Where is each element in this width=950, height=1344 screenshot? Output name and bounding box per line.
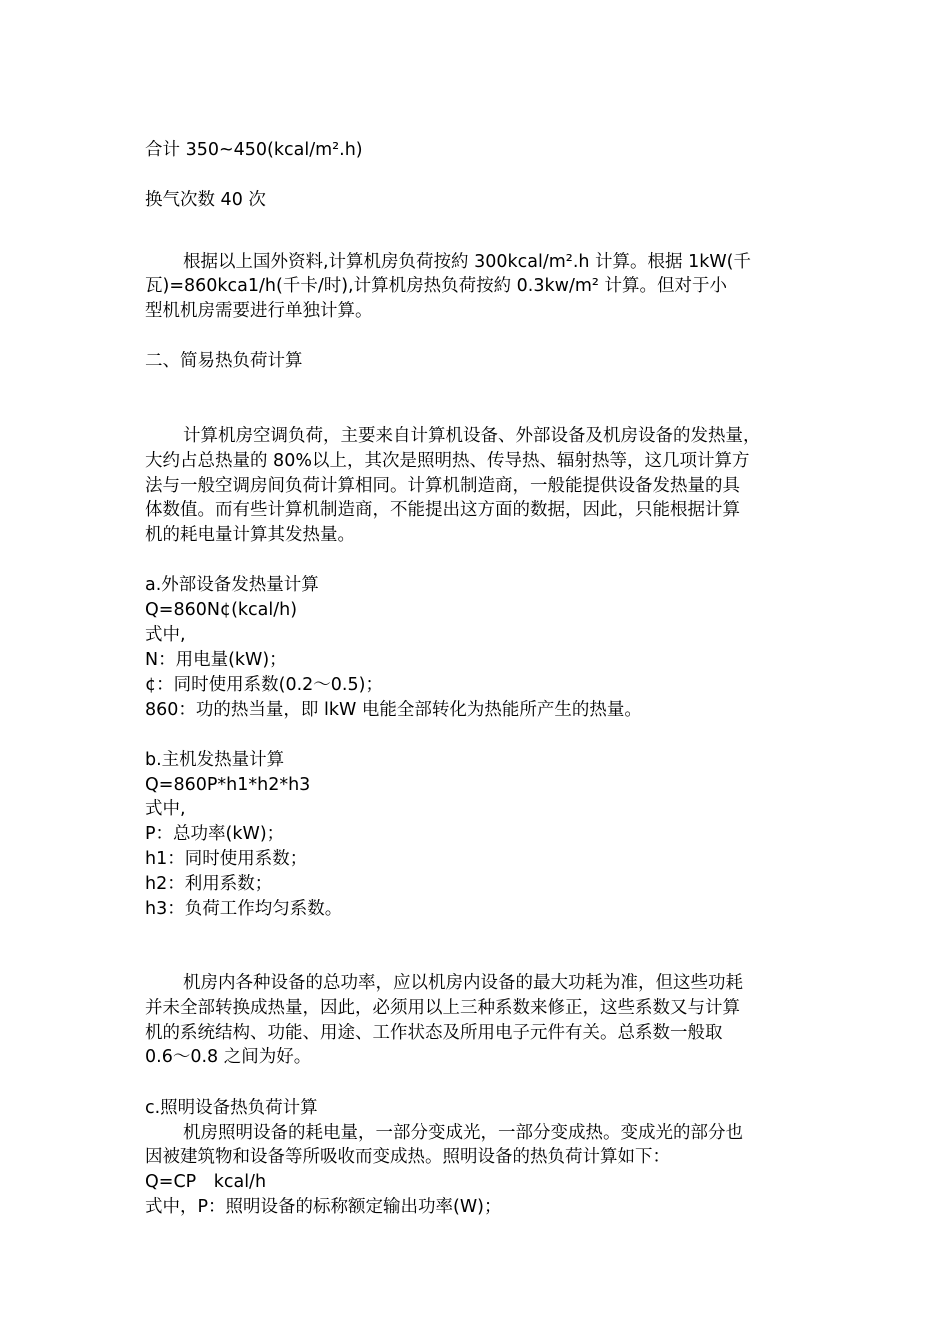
section-c-para-line-1: 机房照明设备的耗电量，一部分变成光，一部分变成热。变成光的部分也 [183,1123,743,1143]
total-line: 合计 350~450(kcal/m².h) [145,140,363,160]
section-b-where: 式中, [145,799,186,819]
para2-line-1: 计算机房空调负荷，主要来自计算机设备、外部设备及机房设备的发热量， [183,426,761,446]
section-a-var-phi: ¢：同时使用系数(0.2～0.5)； [145,675,383,695]
para1-line-2: 瓦)=860kca1/h(千卡/时),计算机房热负荷按約 0.3kw/m² 计算。但对于小 [145,276,727,296]
section-b-title: b.主机发热量计算 [145,750,285,770]
para2-line-2: 大约占总热量的 80%以上，其次是照明热、传导热、辐射热等，这几项计算方 [145,451,750,471]
section-a-var-n: N：用电量(kW)； [145,650,287,670]
section-b-var-h3: h3：负荷工作均匀系数。 [145,899,343,919]
section-a-title: a.外部设备发热量计算 [145,575,319,595]
section-b-var-h1: h1：同时使用系数； [145,849,308,869]
para3-line-4: 0.6～0.8 之间为好。 [145,1047,312,1067]
air-change-line: 换气次数 40 次 [145,190,266,210]
para3-line-3: 机的系统结构、功能、用途、工作状态及所用电子元件有关。总系数一般取 [145,1023,723,1043]
section-c-title: c.照明设备热负荷计算 [145,1098,318,1118]
heading-2: 二、简易热负荷计算 [145,351,303,371]
para2-line-4: 体数值。而有些计算机制造商，不能提出这方面的数据，因此，只能根据计算 [145,500,740,520]
para2-line-3: 法与一般空调房间负荷计算相同。计算机制造商，一般能提供设备发热量的具 [145,476,740,496]
para3-line-2: 并未全部转换成热量，因此，必须用以上三种系数来修正，这些系数又与计算 [145,998,740,1018]
para3-line-1: 机房内各种设备的总功率，应以机房内设备的最大功耗为准，但这些功耗 [183,973,743,993]
section-b-var-p: P：总功率(kW)； [145,824,285,844]
section-b-var-h2: h2：利用系数； [145,874,273,894]
section-a-formula: Q=860N¢(kcal/h) [145,600,298,620]
para1-line-3: 型机机房需要进行单独计算。 [145,301,373,321]
section-c-note: 式中，P：照明设备的标称额定输出功率(W)； [145,1197,502,1217]
section-a-where: 式中, [145,625,186,645]
para2-line-5: 机的耗电量计算其发热量。 [145,525,355,545]
section-c-para-line-2: 因被建筑物和设备等所吸收而变成热。照明设备的热负荷计算如下： [145,1147,670,1167]
document-page [145,0,815,1344]
section-b-formula: Q=860P*h1*h2*h3 [145,775,311,795]
section-a-var-860: 860：功的热当量，即 lkW 电能全部转化为热能所产生的热量。 [145,700,642,720]
section-c-formula: Q=CP kcal/h [145,1172,267,1192]
para1-line-1: 根据以上国外资料,计算机房负荷按約 300kcal/m².h 计算。根据 1kW(千 [183,252,752,272]
